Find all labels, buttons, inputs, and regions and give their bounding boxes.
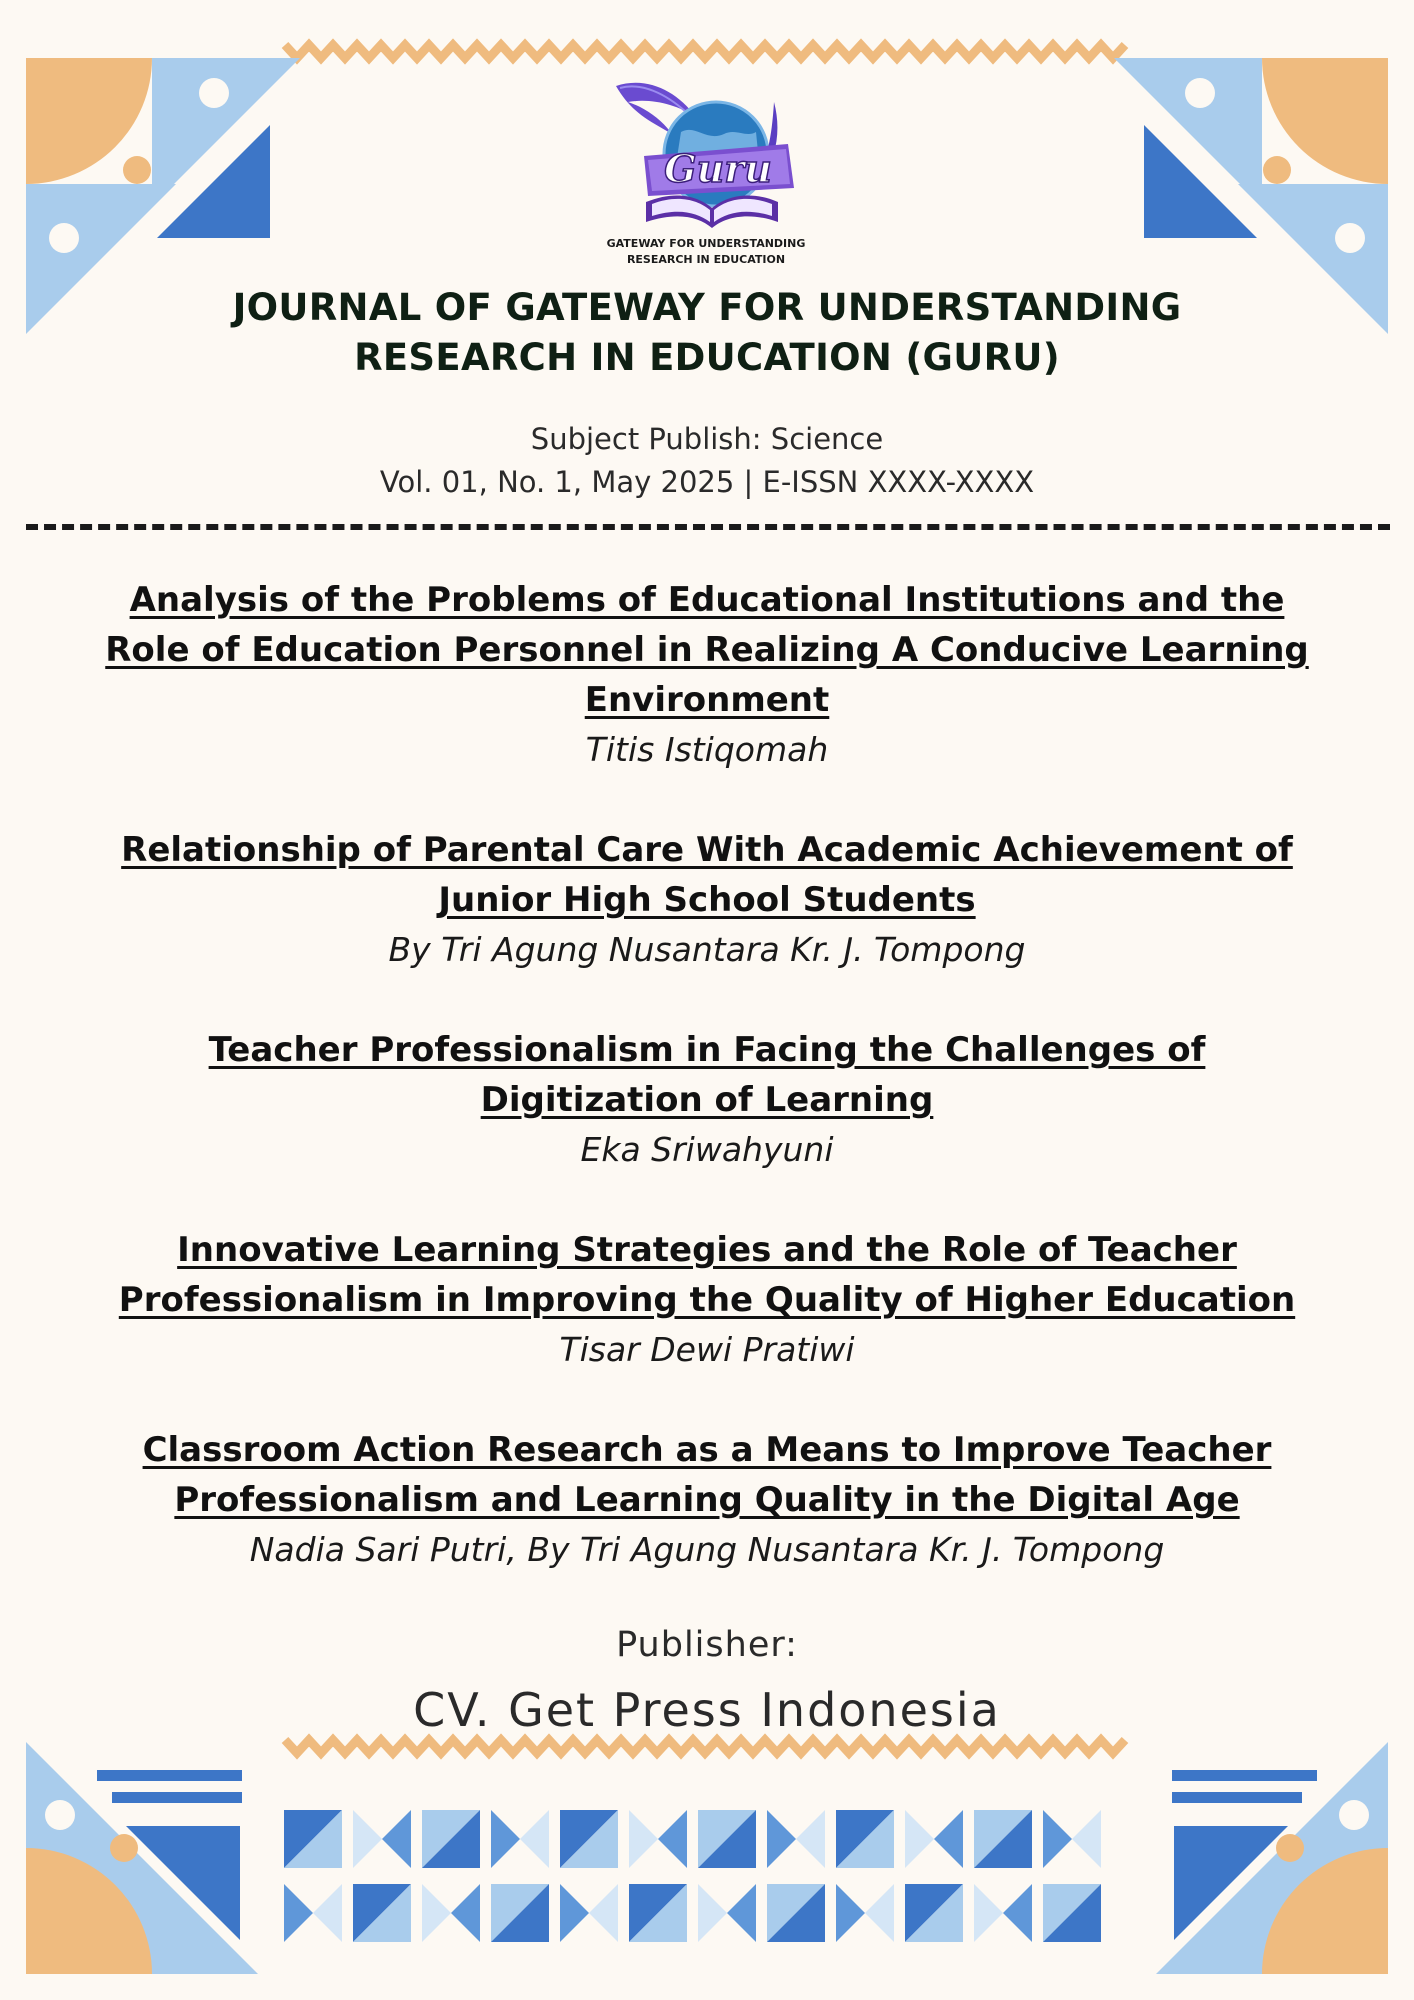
article-item xyxy=(100,1025,1314,1175)
top-zigzag xyxy=(285,45,1125,58)
volume-issn-line: Vol. 01, No. 1, May 2025 | E-ISSN XXXX-XXXX xyxy=(379,465,1035,499)
pattern-tile xyxy=(1072,1810,1101,1868)
logo-emblem-text: Guru xyxy=(664,146,772,191)
article-item xyxy=(100,1225,1314,1375)
pattern-tile xyxy=(658,1810,687,1868)
journal-logo xyxy=(606,72,806,272)
bottom-right-corner-decor xyxy=(1156,1742,1388,1974)
article-title-line[interactable]: Role of Education Personnel in Realizing A Conducive Learning xyxy=(105,630,1309,670)
pattern-tile xyxy=(1043,1810,1072,1868)
article-title-line[interactable]: Professionalism in Improving the Quality of Higher Education xyxy=(118,1280,1296,1320)
publisher-label: Publisher: xyxy=(616,1625,798,1665)
logo-caption-line2: RESEARCH IN EDUCATION xyxy=(626,253,786,266)
logo-emblem xyxy=(606,72,806,242)
article-title-line[interactable]: Junior High School Students xyxy=(438,880,976,920)
article-title-line[interactable]: Innovative Learning Strategies and the Role of Teacher xyxy=(177,1230,1237,1270)
pattern-tile xyxy=(1003,1884,1032,1942)
article-title-line[interactable]: Teacher Professionalism in Facing the Challenges of xyxy=(208,1030,1206,1070)
article-title-line[interactable]: Professionalism and Learning Quality in the Digital Age xyxy=(174,1480,1240,1520)
pattern-tile xyxy=(353,1810,382,1868)
journal-title xyxy=(0,283,1414,383)
publisher-name: CV. Get Press Indonesia xyxy=(413,1683,1001,1737)
article-title-line[interactable]: Analysis of the Problems of Educational Institutions and the xyxy=(129,580,1285,620)
article-author: Nadia Sari Putri, By Tri Agung Nusantara Kr. J. Tompong xyxy=(249,1530,1165,1569)
article-author: Titis Istiqomah xyxy=(585,730,829,769)
journal-title-line2: RESEARCH IN EDUCATION (GURU) xyxy=(354,336,1060,379)
pattern-tile xyxy=(974,1884,1003,1942)
pattern-tile xyxy=(284,1884,313,1942)
pattern-tile xyxy=(698,1884,727,1942)
pattern-tile xyxy=(520,1810,549,1868)
dashed-divider xyxy=(26,524,1390,530)
pattern-tile xyxy=(589,1884,618,1942)
subject-line: Subject Publish: Science xyxy=(530,422,884,456)
pattern-tile xyxy=(796,1810,825,1868)
article-item xyxy=(100,1425,1314,1575)
article-title-line[interactable]: Classroom Action Research as a Means to Improve Teacher xyxy=(142,1430,1272,1470)
pattern-tile xyxy=(560,1884,589,1942)
pattern-tile xyxy=(313,1884,342,1942)
pattern-tile xyxy=(836,1884,865,1942)
pattern-tile xyxy=(629,1810,658,1868)
article-author: Tisar Dewi Pratiwi xyxy=(559,1330,855,1369)
journal-title-line1: JOURNAL OF GATEWAY FOR UNDERSTANDING xyxy=(232,286,1182,329)
article-item xyxy=(100,825,1314,975)
pattern-tile xyxy=(451,1884,480,1942)
article-author: Eka Sriwahyuni xyxy=(580,1130,834,1169)
article-title-line[interactable]: Environment xyxy=(584,680,830,720)
article-author: By Tri Agung Nusantara Kr. J. Tompong xyxy=(388,930,1026,969)
bottom-tile-pattern xyxy=(284,1810,1101,1942)
pattern-tile xyxy=(934,1810,963,1868)
pattern-tile xyxy=(422,1884,451,1942)
pattern-tile xyxy=(727,1884,756,1942)
pattern-tile xyxy=(865,1884,894,1942)
bottom-zigzag xyxy=(285,1740,1125,1753)
article-title-line[interactable]: Digitization of Learning xyxy=(480,1080,934,1120)
bottom-left-corner-decor xyxy=(26,1742,258,1974)
logo-caption-line1: GATEWAY FOR UNDERSTANDING xyxy=(606,237,806,250)
article-item xyxy=(100,575,1314,775)
pattern-tile xyxy=(767,1810,796,1868)
article-title-line[interactable]: Relationship of Parental Care With Academic Achievement of xyxy=(121,830,1293,870)
pattern-tile xyxy=(491,1810,520,1868)
pattern-tile xyxy=(905,1810,934,1868)
pattern-tile xyxy=(382,1810,411,1868)
